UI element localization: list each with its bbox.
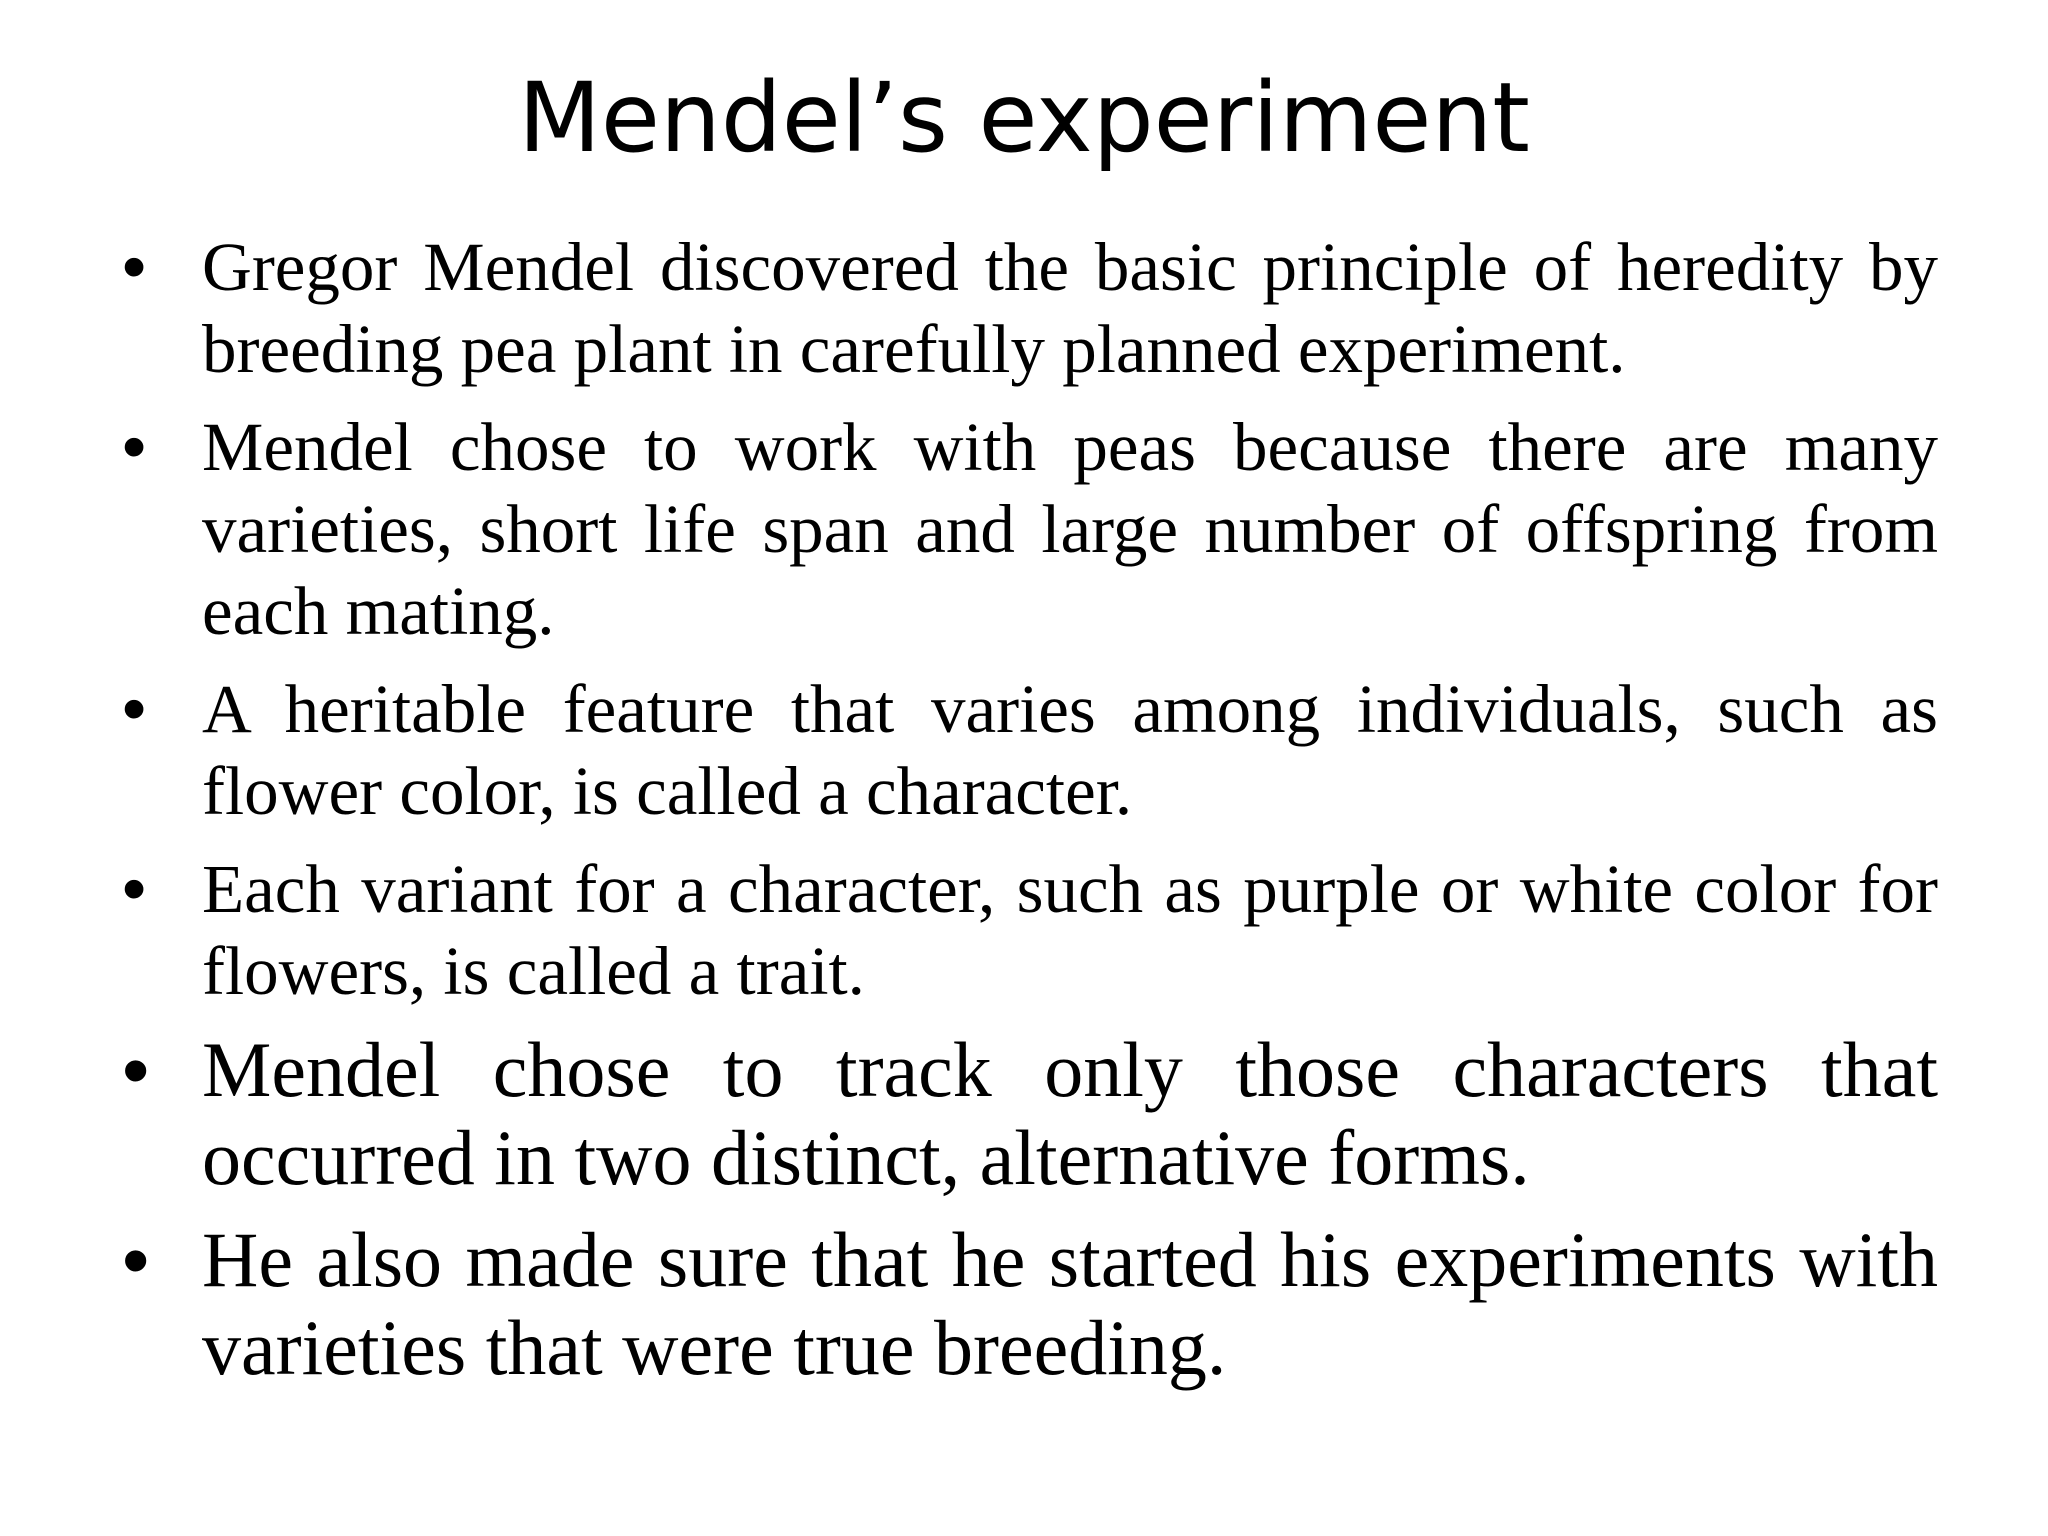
bullet-icon: • xyxy=(122,1026,150,1114)
slide-title: Mendel’s experiment xyxy=(518,62,1530,174)
bullet-item xyxy=(122,1216,1938,1392)
bullet-text: Each variant for a character, such as purple or white color for flowers, is called a trait. xyxy=(202,851,1938,1009)
bullet-item xyxy=(122,226,1938,390)
bullet-item xyxy=(122,848,1938,1012)
bullet-item xyxy=(122,668,1938,832)
bullet-text: A heritable feature that varies among individuals, such as flower color, is called a character. xyxy=(202,671,1938,829)
bullet-icon: • xyxy=(122,1216,150,1304)
bullet-icon: • xyxy=(122,670,147,747)
bullet-text: Mendel chose to work with peas because there are many varieties, short life span and large number of offspring from each mating. xyxy=(202,409,1938,649)
bullet-icon: • xyxy=(122,408,147,485)
bullet-icon: • xyxy=(122,228,147,305)
bullet-icon: • xyxy=(122,850,147,927)
bullet-item xyxy=(122,1026,1938,1202)
bullet-item xyxy=(122,406,1938,652)
bullet-text: Mendel chose to track only those characters that occurred in two distinct, alternative forms. xyxy=(202,1026,1938,1201)
bullet-text: Gregor Mendel discovered the basic principle of heredity by breeding pea plant in carefully planned experiment. xyxy=(202,229,1938,387)
bullet-list xyxy=(122,226,1938,1392)
bullet-text: He also made sure that he started his experiments with varieties that were true breeding. xyxy=(202,1216,1938,1391)
